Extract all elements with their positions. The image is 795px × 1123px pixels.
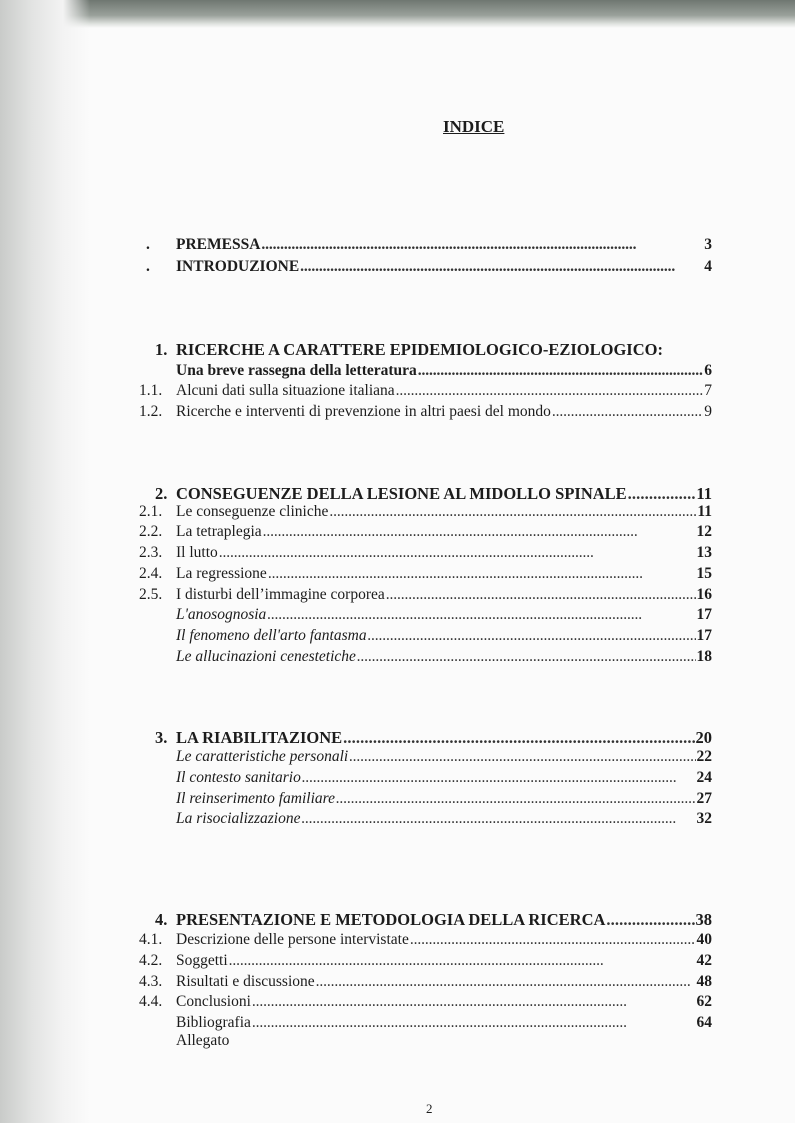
chapter-1-number: 1. [155, 340, 168, 359]
toc-entry-2-2[interactable] [139, 523, 712, 543]
toc-leader [410, 931, 696, 949]
toc-page: 15 [696, 565, 712, 582]
toc-label: INTRODUZIONE [176, 258, 300, 275]
toc-page: 11 [696, 484, 712, 503]
toc-number: 2.3. [139, 544, 163, 561]
toc-entry-4-1[interactable] [139, 931, 712, 951]
toc-page: 32 [696, 810, 712, 827]
toc-leader [357, 648, 696, 666]
toc-entry-2-4[interactable] [139, 565, 712, 585]
toc-page: 18 [696, 648, 712, 665]
toc-entry-2-5[interactable] [139, 586, 712, 606]
toc-entry-2-3[interactable] [139, 544, 712, 564]
toc-label: PRESENTAZIONE E METODOLOGIA DELLA RICERCA [176, 910, 606, 929]
toc-page: 22 [696, 748, 712, 765]
toc-label: Le conseguenze cliniche [176, 503, 329, 520]
toc-label: Le allucinazioni cenestetiche [176, 648, 356, 665]
toc-entry-4-3[interactable] [139, 973, 712, 993]
toc-label: Bibliografia [176, 1014, 251, 1031]
toc-label: L'anosognosia [176, 606, 267, 623]
toc-leader [252, 1014, 696, 1032]
toc-page: 62 [696, 993, 712, 1010]
toc-leader [606, 910, 694, 930]
toc-entry-1-2[interactable] [139, 403, 712, 423]
toc-leader [343, 728, 694, 748]
toc-number: 1.2. [139, 403, 163, 420]
toc-bullet: . [146, 258, 150, 275]
toc-label: Le caratteristiche personali [176, 748, 349, 765]
scan-top-edge [0, 0, 795, 28]
toc-page: 12 [696, 523, 712, 540]
toc-entry-2-1[interactable] [139, 503, 712, 523]
toc-leader [349, 748, 695, 766]
toc-label: La regressione [176, 565, 267, 582]
toc-bullet: . [146, 236, 150, 253]
toc-entry-premessa[interactable] [146, 236, 712, 256]
page-title: INDICE [443, 117, 505, 136]
toc-entry-introduzione[interactable] [146, 258, 712, 278]
toc-number: 2.1. [139, 503, 163, 520]
toc-label: Una breve rassegna della letteratura [176, 362, 417, 379]
toc-page: 24 [696, 769, 712, 786]
toc-label: Il lutto [176, 544, 218, 561]
toc-label: La risocializzazione [176, 810, 301, 827]
chapter-number: 2. [155, 484, 168, 503]
toc-number: 4.4. [139, 993, 163, 1010]
toc-page: 13 [696, 544, 712, 561]
toc-label: Il fenomeno dell'arto fantasma [176, 627, 367, 644]
toc-leader [418, 362, 703, 380]
toc-leader [336, 790, 696, 808]
chapter-number: 4. [155, 910, 168, 929]
toc-leader [252, 993, 696, 1011]
toc-page: 9 [704, 403, 712, 420]
toc-number: 4.2. [139, 952, 163, 969]
toc-label: La tetraplegia [176, 523, 262, 540]
toc-page: 16 [696, 586, 712, 603]
toc-entry-bibliografia[interactable] [176, 1014, 712, 1034]
toc-number: 2.5. [139, 586, 163, 603]
toc-page: 38 [695, 910, 712, 929]
toc-label: Il contesto sanitario [176, 769, 301, 786]
toc-entry-4-4[interactable] [139, 993, 712, 1013]
toc-leader [329, 503, 696, 521]
chapter-2-title[interactable] [155, 484, 712, 504]
toc-label: Il reinserimento familiare [176, 790, 335, 807]
toc-leader [628, 484, 696, 504]
toc-number: 4.3. [139, 973, 163, 990]
page-number: 2 [426, 1101, 433, 1116]
toc-leader [302, 769, 696, 787]
toc-page: 17 [696, 627, 712, 644]
toc-entry-caratteristiche[interactable] [176, 748, 712, 768]
toc-entry-risocializzazione[interactable] [176, 810, 712, 830]
toc-leader [263, 523, 696, 541]
toc-leader [386, 586, 696, 604]
toc-label: I disturbi dell’immagine corporea [176, 586, 385, 603]
toc-page: 11 [697, 503, 712, 520]
toc-page: 48 [696, 973, 712, 990]
toc-page: 3 [704, 236, 712, 253]
toc-entry-reinserimento[interactable] [176, 790, 712, 810]
toc-leader [219, 544, 696, 562]
toc-leader [268, 565, 696, 583]
toc-page: 64 [696, 1014, 712, 1031]
toc-leader [300, 258, 703, 276]
toc-label: Ricerche e interventi di prevenzione in altri paesi del mondo [176, 403, 551, 420]
toc-entry-1-1[interactable] [139, 382, 712, 402]
chapter-1-title[interactable]: RICERCHE A CARATTERE EPIDEMIOLOGICO-EZIOLOGICO: [176, 340, 663, 359]
toc-label: Descrizione delle persone intervistate [176, 931, 409, 948]
toc-leader [316, 973, 696, 991]
toc-label: Conclusioni [176, 993, 251, 1010]
toc-entry-anosognosia[interactable] [176, 606, 712, 626]
toc-label: Risultati e discussione [176, 973, 315, 990]
toc-leader [229, 952, 696, 970]
toc-entry-4-2[interactable] [139, 952, 712, 972]
toc-leader [396, 382, 704, 400]
toc-page: 42 [696, 952, 712, 969]
chapter-4-title[interactable] [155, 910, 712, 930]
toc-leader [267, 606, 695, 624]
toc-leader [301, 810, 695, 828]
toc-number: 4.1. [139, 931, 163, 948]
toc-page: 17 [696, 606, 712, 623]
toc-entry-allegato[interactable]: Allegato [176, 1032, 230, 1049]
toc-label: Soggetti [176, 952, 228, 969]
toc-leader [261, 236, 703, 254]
toc-page: 4 [704, 258, 712, 275]
toc-entry-allucinazioni[interactable] [176, 648, 712, 668]
chapter-1-subtitle[interactable] [176, 362, 712, 382]
toc-label: CONSEGUENZE DELLA LESIONE AL MIDOLLO SPINALE [176, 484, 627, 503]
toc-page: 27 [696, 790, 712, 807]
toc-entry-arto-fantasma[interactable] [176, 627, 712, 647]
toc-label: LA RIABILITAZIONE [176, 728, 343, 747]
toc-number: 2.2. [139, 523, 163, 540]
toc-label: PREMESSA [176, 236, 261, 253]
chapter-number: 3. [155, 728, 168, 747]
toc-number: 1.1. [139, 382, 163, 399]
toc-page: 20 [695, 728, 712, 747]
toc-leader [552, 403, 703, 421]
toc-number: 2.4. [139, 565, 163, 582]
toc-leader [368, 627, 696, 645]
scan-spine-shadow [0, 0, 90, 1123]
toc-page: 7 [704, 382, 712, 399]
toc-label: Alcuni dati sulla situazione italiana [176, 382, 395, 399]
toc-page: 6 [704, 362, 712, 379]
toc-entry-contesto[interactable] [176, 769, 712, 789]
toc-page: 40 [696, 931, 712, 948]
chapter-3-title[interactable] [155, 728, 712, 748]
